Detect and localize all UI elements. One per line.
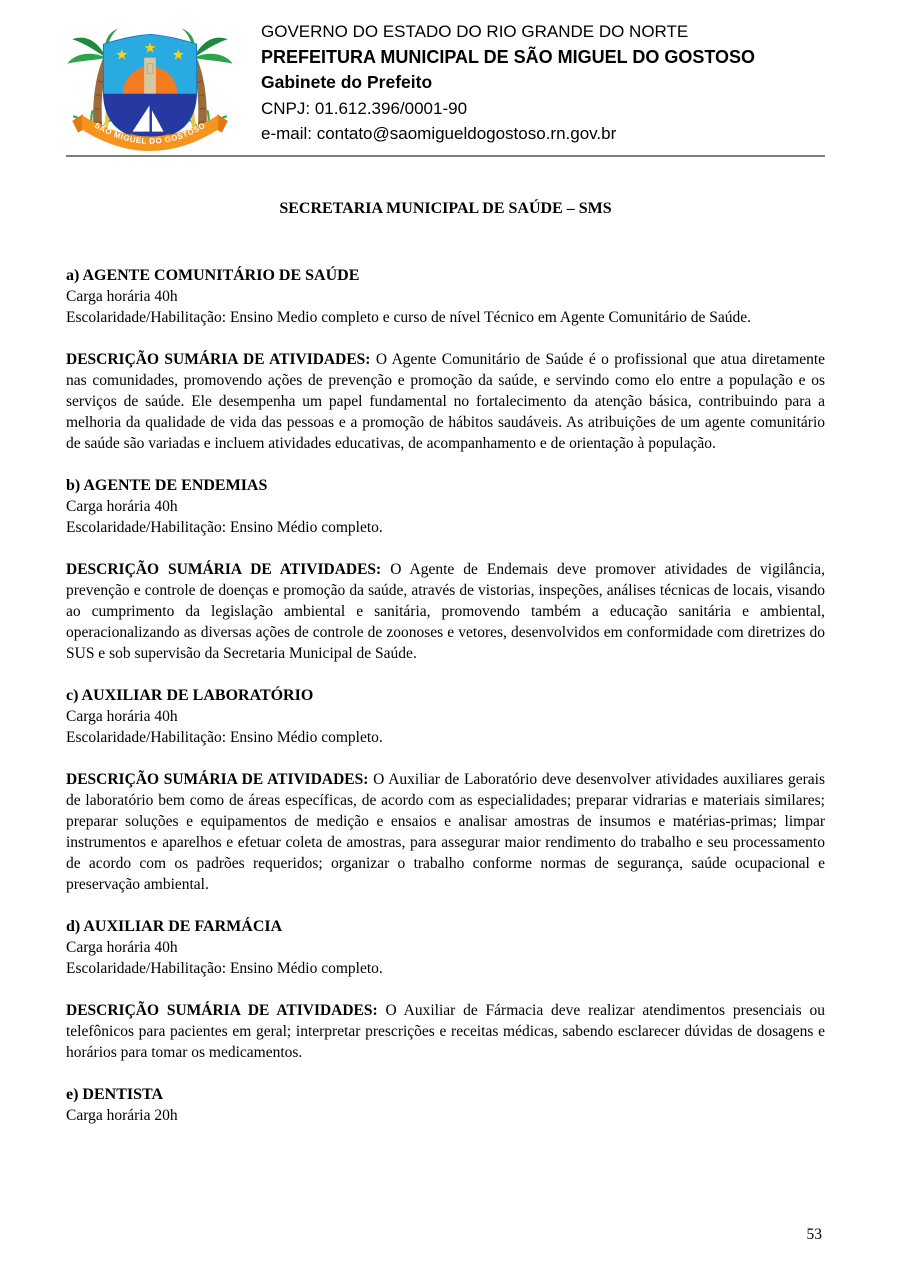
job-heading: e) DENTISTA [66, 1086, 164, 1103]
description-text: O Agente de Endemais deve promover atividades de vigilância, prevenção e controle de doenças e promoção da saúde, através de vistorias, inspeções, análises técnicas de locais, visando ao cumprimento da legislação ambiental e sanitária, promovendo também a educação sanitária e ambiental, operacionalizando as diversas ações de controle de zoonoses e vetores, desenvolvidos em conformidade com diretrizes do SUS e sob supervisão da Secretaria Municipal de Saúde. [66, 561, 826, 662]
job-section-a [66, 265, 825, 454]
description-text: O Agente Comunitário de Saúde é o profissional que atua diretamente nas comunidades, promovendo ações de prevenção e promoção da saúde, e servindo como elo entre a população e os serviços de saúde. Ele desempenha um papel fundamental no fortalecimento da atenção básica, contribuindo para a melhoria da qualidade de vida das pessoas e a promoção de hábitos saudáveis. As atribuições de um agente comunitário de saúde são variadas e incluem atividades educativas, de acompanhamento e de orientação à população. [66, 351, 826, 452]
job-description [66, 769, 825, 895]
email-line: e-mail: contato@saomigueldogostoso.rn.gov.br [261, 124, 617, 143]
job-education: Escolaridade/Habilitação: Ensino Medio completo e curso de nível Técnico em Agente Comunitário de Saúde. [66, 309, 751, 326]
description-label: DESCRIÇÃO SUMÁRIA DE ATIVIDADES: [66, 771, 369, 788]
office-line: Gabinete do Prefeito [261, 72, 433, 92]
job-workload: Carga horária 40h [66, 498, 178, 515]
letterhead [66, 15, 825, 155]
logo-ribbon-text: SÃO MIGUEL DO GOSTOSO [92, 120, 208, 146]
job-heading: d) AUXILIAR DE FARMÁCIA [66, 918, 283, 935]
job-heading: c) AUXILIAR DE LABORATÓRIO [66, 687, 314, 704]
job-education: Escolaridade/Habilitação: Ensino Médio completo. [66, 729, 383, 746]
job-heading: a) AGENTE COMUNITÁRIO DE SAÚDE [66, 267, 360, 284]
description-label: DESCRIÇÃO SUMÁRIA DE ATIVIDADES: [66, 1002, 378, 1019]
municipal-coat-of-arms [66, 15, 234, 153]
government-line: GOVERNO DO ESTADO DO RIO GRANDE DO NORTE [261, 22, 689, 41]
job-description [66, 349, 825, 454]
job-heading: b) AGENTE DE ENDEMIAS [66, 477, 268, 494]
job-education: Escolaridade/Habilitação: Ensino Médio completo. [66, 519, 383, 536]
header-divider [66, 155, 825, 157]
job-workload: Carga horária 40h [66, 288, 178, 305]
description-label: DESCRIÇÃO SUMÁRIA DE ATIVIDADES: [66, 351, 371, 368]
job-education: Escolaridade/Habilitação: Ensino Médio completo. [66, 960, 383, 977]
coat-of-arms-icon [66, 15, 234, 153]
page-number: 53 [806, 1226, 822, 1243]
description-text: O Auxiliar de Fármacia deve realizar atendimentos presenciais ou telefônicos para pacientes em geral; interpretar prescrições e receitas médicas, sabendo esclarecer dúvidas de dosagens e horários para tomar os medicamentos. [66, 1002, 825, 1061]
job-workload: Carga horária 20h [66, 1107, 178, 1124]
description-label: DESCRIÇÃO SUMÁRIA DE ATIVIDADES: [66, 561, 382, 578]
description-text: O Auxiliar de Laboratório deve desenvolver atividades auxiliares gerais de laboratório bem como de áreas específicas, de acordo com as especialidades; preparar vidrarias e materiais similares; preparar soluções e equipamentos de medição e ensaios e analisar amostras de insumos e matérias-primas; limpar instrumentos e aparelhos e efetuar coleta de amostras, para assegurar maior rendimento do trabalho e seu processamento de acordo com os padrões requeridos; organizar o trabalho conforme normas de segurança, saúde ocupacional e preservação ambiental. [66, 771, 826, 893]
job-description [66, 559, 825, 664]
job-section-b [66, 475, 825, 664]
job-workload: Carga horária 40h [66, 708, 178, 725]
document-title: SECRETARIA MUNICIPAL DE SAÚDE – SMS [279, 200, 612, 217]
job-section-e [66, 1084, 825, 1126]
municipality-line: PREFEITURA MUNICIPAL DE SÃO MIGUEL DO GOSTOSO [261, 46, 756, 67]
cnpj-line: CNPJ: 01.612.396/0001-90 [261, 98, 468, 118]
job-section-d [66, 916, 825, 1063]
letterhead-text [261, 15, 755, 147]
job-description [66, 1000, 825, 1063]
job-workload: Carga horária 40h [66, 939, 178, 956]
job-section-c [66, 685, 825, 895]
